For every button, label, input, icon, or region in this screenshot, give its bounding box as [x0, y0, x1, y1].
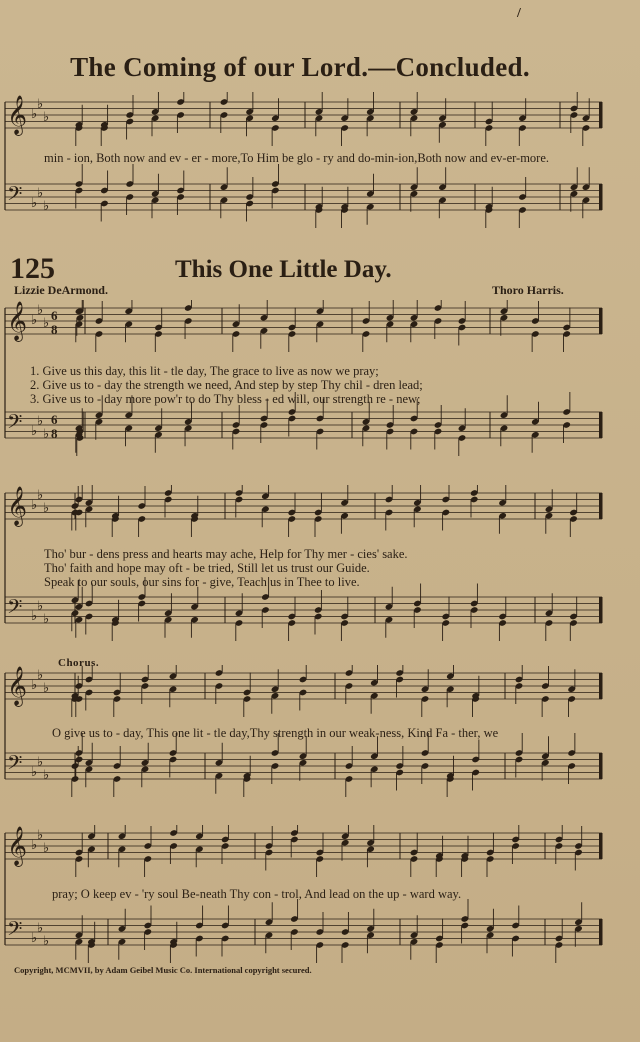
flat-icon: ♭ — [31, 312, 38, 327]
flat-icon: ♭ — [37, 487, 44, 502]
flat-icon: ♭ — [31, 677, 38, 692]
corner-mark: / — [517, 6, 521, 21]
flat-icon: ♭ — [31, 837, 38, 852]
time-signature-bottom: 8 — [51, 322, 58, 337]
flat-icon: ♭ — [37, 667, 44, 682]
staff-system-prev — [0, 92, 640, 242]
verse1-line2: Tho' bur - dens press and hearts may ache, Help for Thy mer - cies' sake. — [44, 547, 408, 561]
flat-icon: ♭ — [37, 185, 44, 200]
chorus-label: Chorus. — [58, 657, 100, 669]
treble-clef-icon: 𝄞 — [7, 826, 28, 866]
verse2-line2: Tho' faith and hope may oft - be tried, Still let us trust our Guide. — [44, 561, 370, 575]
flat-icon: ♭ — [31, 608, 38, 623]
bass-clef-icon: 𝄢 — [7, 917, 23, 945]
treble-clef-icon: 𝄞 — [7, 95, 28, 135]
prev-hymn-title: The Coming of our Lord.—Concluded. — [70, 52, 530, 82]
verse1-line1: 1. Give us this day, this lit - tle day, The grace to live as now we pray; — [30, 364, 379, 378]
flat-icon: ♭ — [43, 933, 50, 948]
flat-icon: ♭ — [31, 497, 38, 512]
flat-icon: ♭ — [37, 96, 44, 111]
flat-icon: ♭ — [43, 767, 50, 782]
treble-clef-icon: 𝄞 — [7, 666, 28, 706]
flat-icon: ♭ — [31, 195, 38, 210]
flat-icon: ♭ — [37, 302, 44, 317]
flat-icon: ♭ — [37, 827, 44, 842]
bass-clef-icon: 𝄢 — [7, 410, 23, 438]
flat-icon: ♭ — [43, 840, 50, 855]
flat-icon: ♭ — [31, 930, 38, 945]
time-signature-top: 6 — [51, 412, 58, 427]
verse3-line1: 3. Give us to - day more pow'r to do Thy bless - ed will, our strength re - new; — [30, 392, 421, 406]
flat-icon: ♭ — [43, 680, 50, 695]
bass-clef-icon: 𝄢 — [7, 182, 23, 210]
time-signature-bottom: 8 — [51, 426, 58, 441]
flat-icon: ♭ — [43, 109, 50, 124]
flat-icon: ♭ — [43, 315, 50, 330]
chorus-line1: O give us to - day, This one lit - tle day,Thy strength in our weak-ness, Kind Fa - ther, we — [52, 726, 499, 740]
time-signature-top: 6 — [51, 308, 58, 323]
chorus-line2: pray; O keep ev - 'ry soul Be-neath Thy con - trol, And lead on the up - ward way. — [52, 887, 462, 901]
verse2-line1: 2. Give us to - day the strength we need, And step by step Thy chil - dren lead; — [30, 378, 423, 392]
flat-icon: ♭ — [37, 413, 44, 428]
bass-clef-icon: 𝄢 — [7, 751, 23, 779]
author-credit: Lizzie DeArmond. — [14, 283, 108, 297]
treble-clef-icon: 𝄞 — [7, 301, 28, 341]
bass-clef-icon: 𝄢 — [7, 595, 23, 623]
flat-icon: ♭ — [31, 106, 38, 121]
flat-icon: ♭ — [31, 764, 38, 779]
flat-icon: ♭ — [31, 423, 38, 438]
flat-icon: ♭ — [37, 598, 44, 613]
hymn-title: This One Little Day. — [175, 256, 392, 283]
flat-icon: ♭ — [43, 611, 50, 626]
verse3-line2: Speak to our souls, our sins for - give, Teach us in Thee to live. — [44, 575, 360, 589]
flat-icon: ♭ — [43, 198, 50, 213]
hymn-number: 125 — [10, 252, 55, 285]
flat-icon: ♭ — [37, 754, 44, 769]
treble-clef-icon: 𝄞 — [7, 486, 28, 526]
prev-hymn-lyrics: min - ion, Both now and ev - er - more,To Him be glo - ry and do-min-ion,Both now and ev-er-more. — [44, 151, 550, 165]
composer-credit: Thoro Harris. — [492, 283, 564, 297]
flat-icon: ♭ — [43, 500, 50, 515]
flat-icon: ♭ — [43, 426, 50, 441]
flat-icon: ♭ — [37, 920, 44, 935]
copyright-notice: Copyright, MCMVII, by Adam Geibel Music Co. International copyright secured. — [14, 965, 312, 975]
